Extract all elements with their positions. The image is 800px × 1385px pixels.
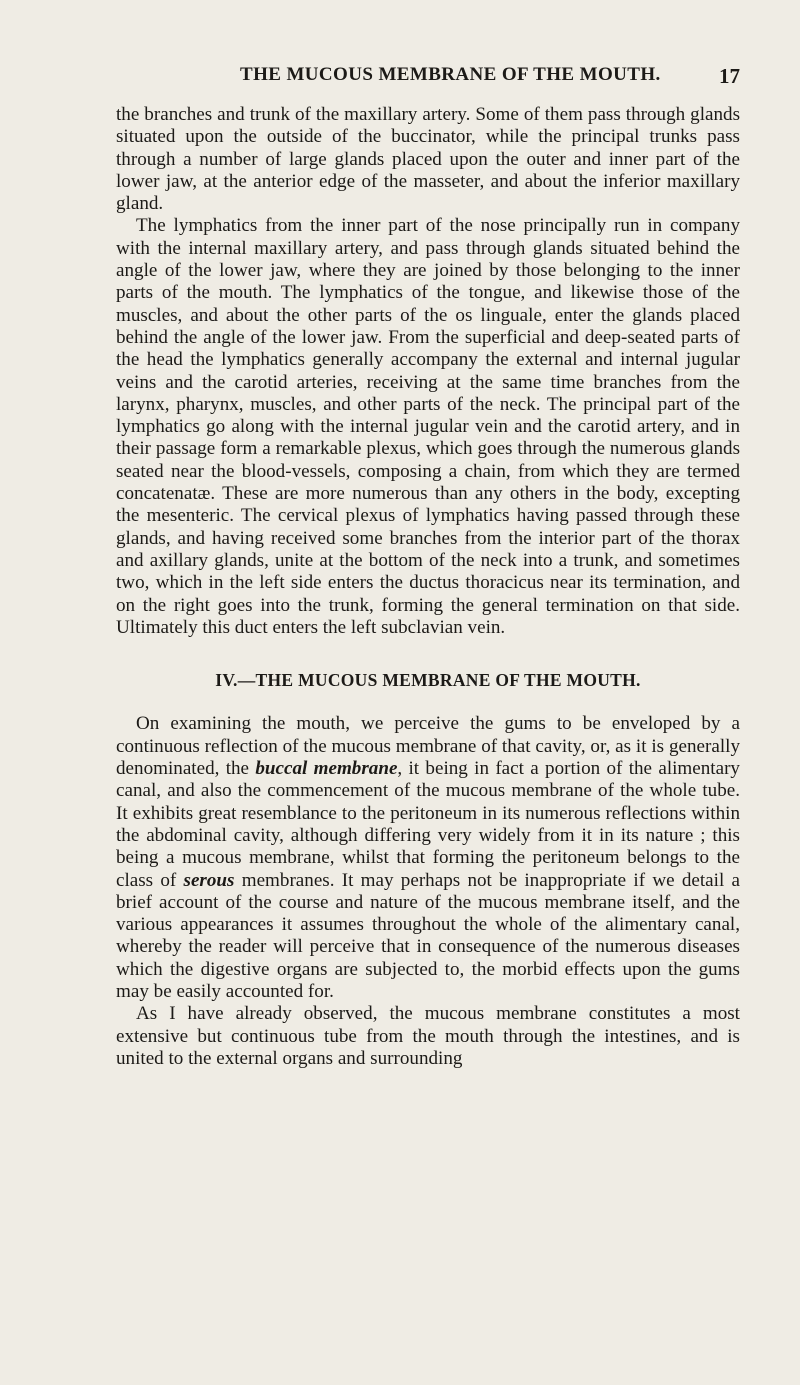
- body-text: [116, 104, 740, 1070]
- running-title: THE MUCOUS MEMBRANE OF THE MOUTH.: [240, 64, 661, 85]
- running-head: [116, 64, 740, 104]
- section-heading: IV.—THE MUCOUS MEMBRANE OF THE MOUTH.: [215, 670, 641, 691]
- buccal-membrane-term: buccal membrane: [255, 758, 398, 780]
- text-run: , it being in fact a portion of the alimentary canal, and also the commencement of the mucous membrane of the whole tube. It exhibits great resemblance to the peritoneum in its numerous reflections within the abdominal cavity, although differing very widely from it in its nature ; this being a mucous membrane, whilst that forming the peritoneum belongs to the class of: [116, 758, 740, 891]
- serous-term: serous: [183, 869, 235, 891]
- paragraph-mucous-tube: As I have already observed, the mucous membrane constitutes a most extensive but continuous tube from the mouth through the intestines, and is united to the external organs and surrounding: [116, 1003, 740, 1069]
- paragraph-continued: the branches and trunk of the maxillary artery. Some of them pass through glands situated upon the outside of the buccinator, while the principal trunks pass through a number of large glands placed upon the outer and inner part of the lower jaw, at the anterior edge of the masseter, and about the inferior maxillary gland.: [116, 104, 740, 215]
- paragraph-examining-mouth: [116, 713, 740, 1003]
- page-number: 17: [719, 64, 740, 88]
- paragraph-lymphatics: The lymphatics from the inner part of the nose principally run in company with the internal maxillary artery, and pass through glands situated behind the angle of the lower jaw, where they are joined by those belonging to the inner parts of the mouth. The lymphatics of the tongue, and likewise those of the muscles, and about the other parts of the os linguale, enter the glands placed behind the angle of the lower jaw. From the superficial and deep-seated parts of the head the lymphatics generally accompany the external and internal jugular veins and the carotid arteries, receiving at the same time branches from the larynx, pharynx, muscles, and other parts of the neck. The principal part of the lymphatics go along with the internal jugular vein and the carotid artery, and in their passage form a remarkable plexus, which goes through the numerous glands seated near the blood-vessels, composing a chain, from which they are termed concatenatæ. These are more numerous than any others in the body, excepting the mesenteric. The cervical plexus of lymphatics having passed through these glands, and having received some branches from the interior part of the thorax and axillary glands, unite at the bottom of the neck into a trunk, and sometimes two, which in the left side enters the ductus thoracicus near its termination, and on the right goes into the trunk, forming the general termination on that side. Ultimately this duct enters the left subclavian vein.: [116, 215, 740, 638]
- text-run: On examining the mouth, we perceive the gums to be enveloped by a continuous reflection of the mucous membrane of that cavity, or, as it is generally denominated, the: [116, 713, 740, 780]
- text-run: membranes. It may perhaps not be inappropriate if we detail a brief account of the course and nature of the mucous membrane itself, and the various appearances it assumes throughout the whole of the alimentary canal, whereby the reader will perceive that in consequence of the numerous diseases which the digestive organs are subjected to, the morbid effects upon the gums may be easily accounted for.: [116, 869, 740, 1002]
